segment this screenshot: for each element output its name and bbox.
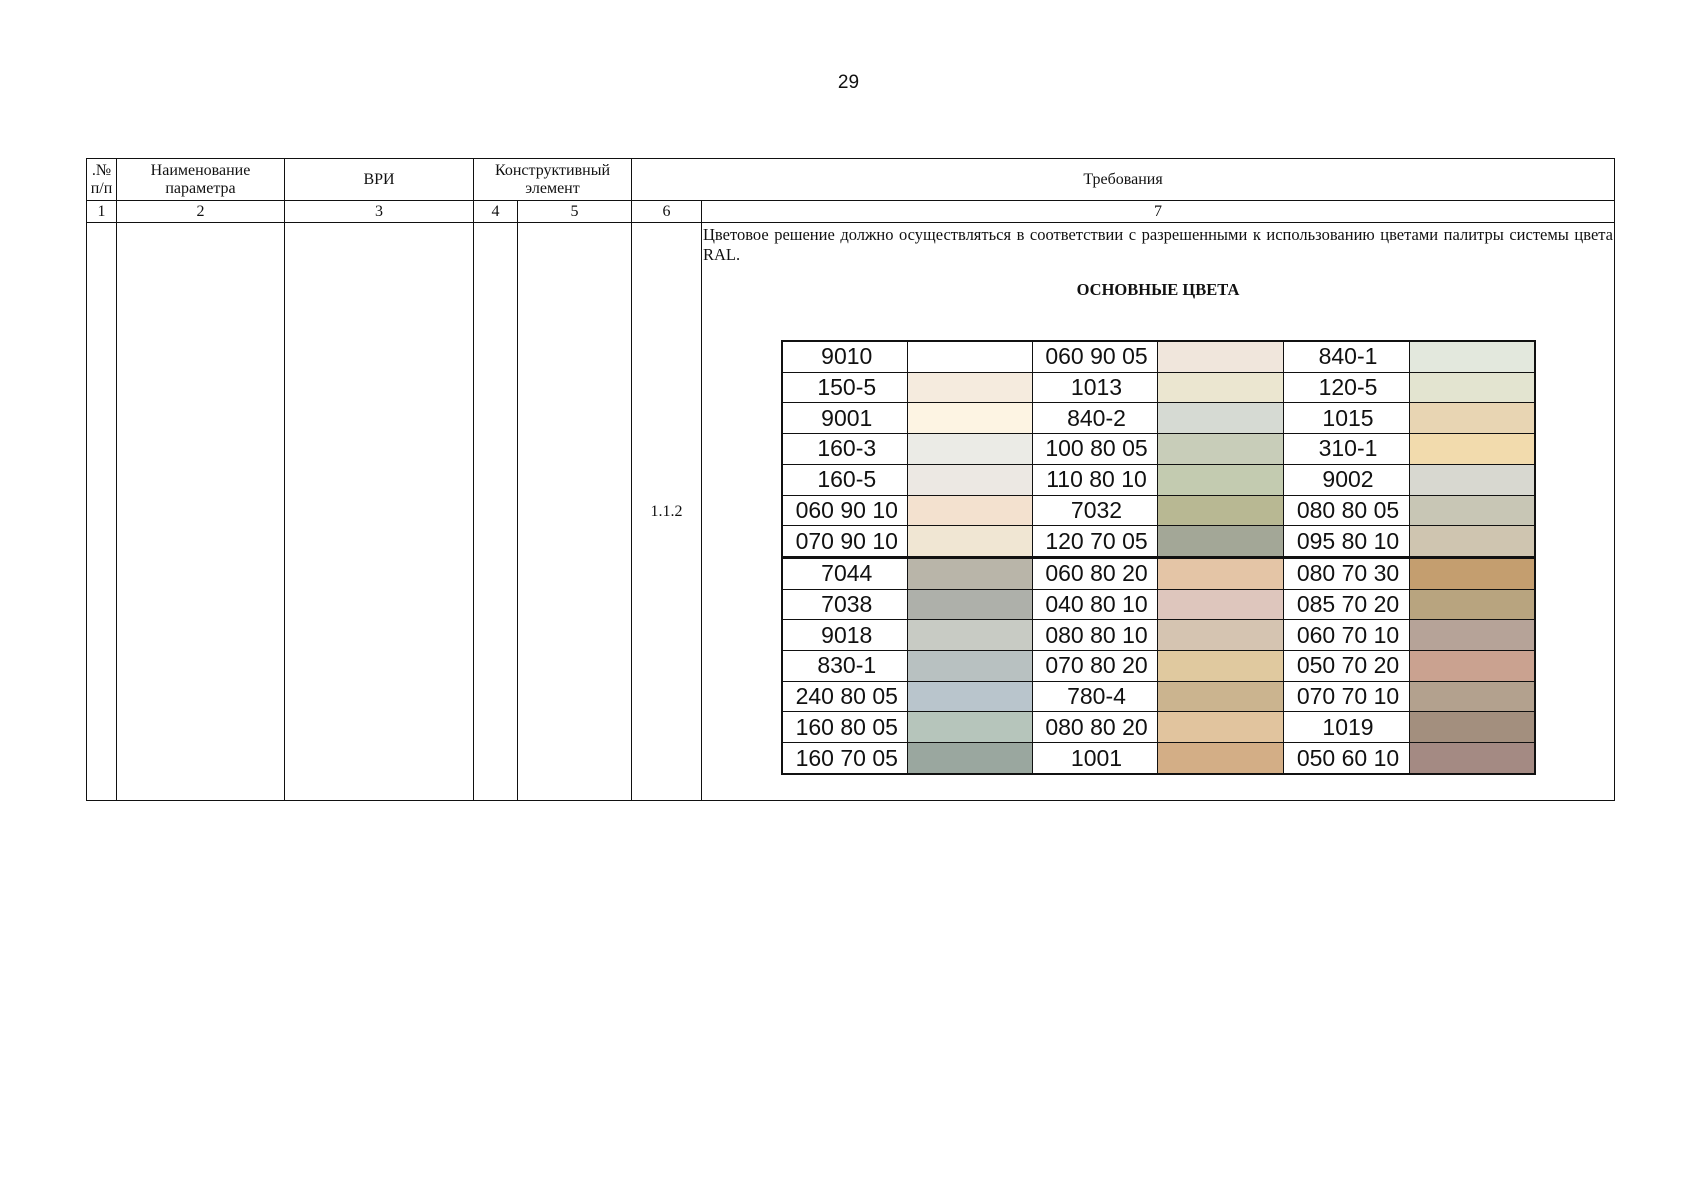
color-code: 840-2 <box>1032 403 1157 434</box>
color-code: 160 80 05 <box>782 712 907 743</box>
palette-row <box>782 464 1535 495</box>
color-code: 050 70 20 <box>1283 651 1409 682</box>
color-code: 7038 <box>782 589 907 620</box>
header-element: Конструктивный элемент <box>474 159 632 201</box>
color-swatch <box>1157 464 1283 495</box>
color-swatch <box>1409 651 1535 682</box>
color-code: 310-1 <box>1283 434 1409 465</box>
color-swatch <box>907 681 1032 712</box>
color-code: 085 70 20 <box>1283 589 1409 620</box>
color-code: 060 90 05 <box>1032 341 1157 372</box>
color-code: 080 80 10 <box>1032 620 1157 651</box>
col-number: 6 <box>632 201 702 223</box>
color-swatch <box>1157 589 1283 620</box>
color-swatch <box>907 495 1032 526</box>
palette-row <box>782 620 1535 651</box>
color-swatch <box>1157 403 1283 434</box>
color-code: 060 70 10 <box>1283 620 1409 651</box>
page-number: 29 <box>837 72 860 93</box>
color-swatch <box>907 464 1032 495</box>
col-number: 7 <box>702 201 1615 223</box>
color-swatch <box>1409 620 1535 651</box>
palette-row <box>782 651 1535 682</box>
color-swatch <box>907 403 1032 434</box>
color-swatch <box>1157 434 1283 465</box>
color-swatch <box>1409 372 1535 403</box>
palette-row <box>782 743 1535 774</box>
table-row <box>87 223 1615 801</box>
palette-row <box>782 372 1535 403</box>
color-code: 7044 <box>782 557 907 589</box>
color-swatch <box>1157 526 1283 558</box>
color-code: 070 80 20 <box>1032 651 1157 682</box>
color-swatch <box>907 341 1032 372</box>
color-swatch <box>1409 681 1535 712</box>
empty-cell <box>474 223 518 801</box>
color-code: 050 60 10 <box>1283 743 1409 774</box>
color-swatch <box>1157 557 1283 589</box>
header-row <box>87 159 1615 201</box>
palette-row <box>782 434 1535 465</box>
color-swatch <box>1157 712 1283 743</box>
color-swatch <box>1409 712 1535 743</box>
color-code: 150-5 <box>782 372 907 403</box>
requirement-text: Цветовое решение должно осуществляться в соответствии с разрешенными к использованию цветами палитры системы цвета RAL. <box>703 225 1614 264</box>
color-swatch <box>1409 341 1535 372</box>
requirements-table <box>86 158 1615 801</box>
color-code: 095 80 10 <box>1283 526 1409 558</box>
color-code: 080 80 20 <box>1032 712 1157 743</box>
color-code: 1001 <box>1032 743 1157 774</box>
color-swatch <box>1409 495 1535 526</box>
color-code: 060 90 10 <box>782 495 907 526</box>
color-code: 160 70 05 <box>782 743 907 774</box>
color-swatch <box>1409 464 1535 495</box>
color-swatch <box>907 589 1032 620</box>
requirement-cell <box>702 223 1615 801</box>
color-swatch <box>907 557 1032 589</box>
color-swatch <box>1157 681 1283 712</box>
palette-row <box>782 557 1535 589</box>
col-number: 5 <box>518 201 632 223</box>
color-swatch <box>1157 743 1283 774</box>
palette-row <box>782 403 1535 434</box>
color-code: 9010 <box>782 341 907 372</box>
empty-cell <box>285 223 474 801</box>
color-code: 120 70 05 <box>1032 526 1157 558</box>
color-code: 9018 <box>782 620 907 651</box>
row-code: 1.1.2 <box>632 223 702 801</box>
color-code: 7032 <box>1032 495 1157 526</box>
palette-row <box>782 589 1535 620</box>
empty-cell <box>117 223 285 801</box>
color-swatch <box>1157 620 1283 651</box>
color-code: 1019 <box>1283 712 1409 743</box>
color-swatch <box>907 526 1032 558</box>
color-code: 1013 <box>1032 372 1157 403</box>
color-code: 120-5 <box>1283 372 1409 403</box>
col-number: 4 <box>474 201 518 223</box>
header-num: .№ п/п <box>87 159 117 201</box>
color-code: 840-1 <box>1283 341 1409 372</box>
color-code: 160-5 <box>782 464 907 495</box>
color-swatch <box>907 372 1032 403</box>
color-code: 780-4 <box>1032 681 1157 712</box>
color-swatch <box>1157 341 1283 372</box>
palette-row <box>782 495 1535 526</box>
color-swatch <box>907 434 1032 465</box>
color-swatch <box>1409 403 1535 434</box>
palette-row <box>782 526 1535 558</box>
color-code: 9002 <box>1283 464 1409 495</box>
header-param: Наименование параметра <box>117 159 285 201</box>
color-swatch <box>907 712 1032 743</box>
color-code: 110 80 10 <box>1032 464 1157 495</box>
color-code: 060 80 20 <box>1032 557 1157 589</box>
color-swatch <box>1409 526 1535 558</box>
empty-cell <box>87 223 117 801</box>
color-code: 070 70 10 <box>1283 681 1409 712</box>
color-swatch <box>1157 372 1283 403</box>
color-swatch <box>1409 434 1535 465</box>
color-swatch <box>907 743 1032 774</box>
col-number: 1 <box>87 201 117 223</box>
color-code: 9001 <box>782 403 907 434</box>
color-code: 830-1 <box>782 651 907 682</box>
color-code: 080 70 30 <box>1283 557 1409 589</box>
color-swatch <box>1157 495 1283 526</box>
color-swatch <box>1409 743 1535 774</box>
color-code: 070 90 10 <box>782 526 907 558</box>
color-palette <box>781 340 1536 775</box>
palette-row <box>782 712 1535 743</box>
palette-row <box>782 681 1535 712</box>
color-swatch <box>1157 651 1283 682</box>
col-number: 3 <box>285 201 474 223</box>
color-swatch <box>907 620 1032 651</box>
color-swatch <box>907 651 1032 682</box>
header-vri: ВРИ <box>285 159 474 201</box>
column-number-row <box>87 201 1615 223</box>
header-requirements: Требования <box>632 159 1615 201</box>
color-swatch <box>1409 557 1535 589</box>
color-swatch <box>1409 589 1535 620</box>
palette-row <box>782 341 1535 372</box>
color-code: 1015 <box>1283 403 1409 434</box>
color-code: 040 80 10 <box>1032 589 1157 620</box>
color-code: 240 80 05 <box>782 681 907 712</box>
color-code: 080 80 05 <box>1283 495 1409 526</box>
palette-title: ОСНОВНЫЕ ЦВЕТА <box>1076 280 1240 299</box>
empty-cell <box>518 223 632 801</box>
color-code: 160-3 <box>782 434 907 465</box>
color-code: 100 80 05 <box>1032 434 1157 465</box>
col-number: 2 <box>117 201 285 223</box>
